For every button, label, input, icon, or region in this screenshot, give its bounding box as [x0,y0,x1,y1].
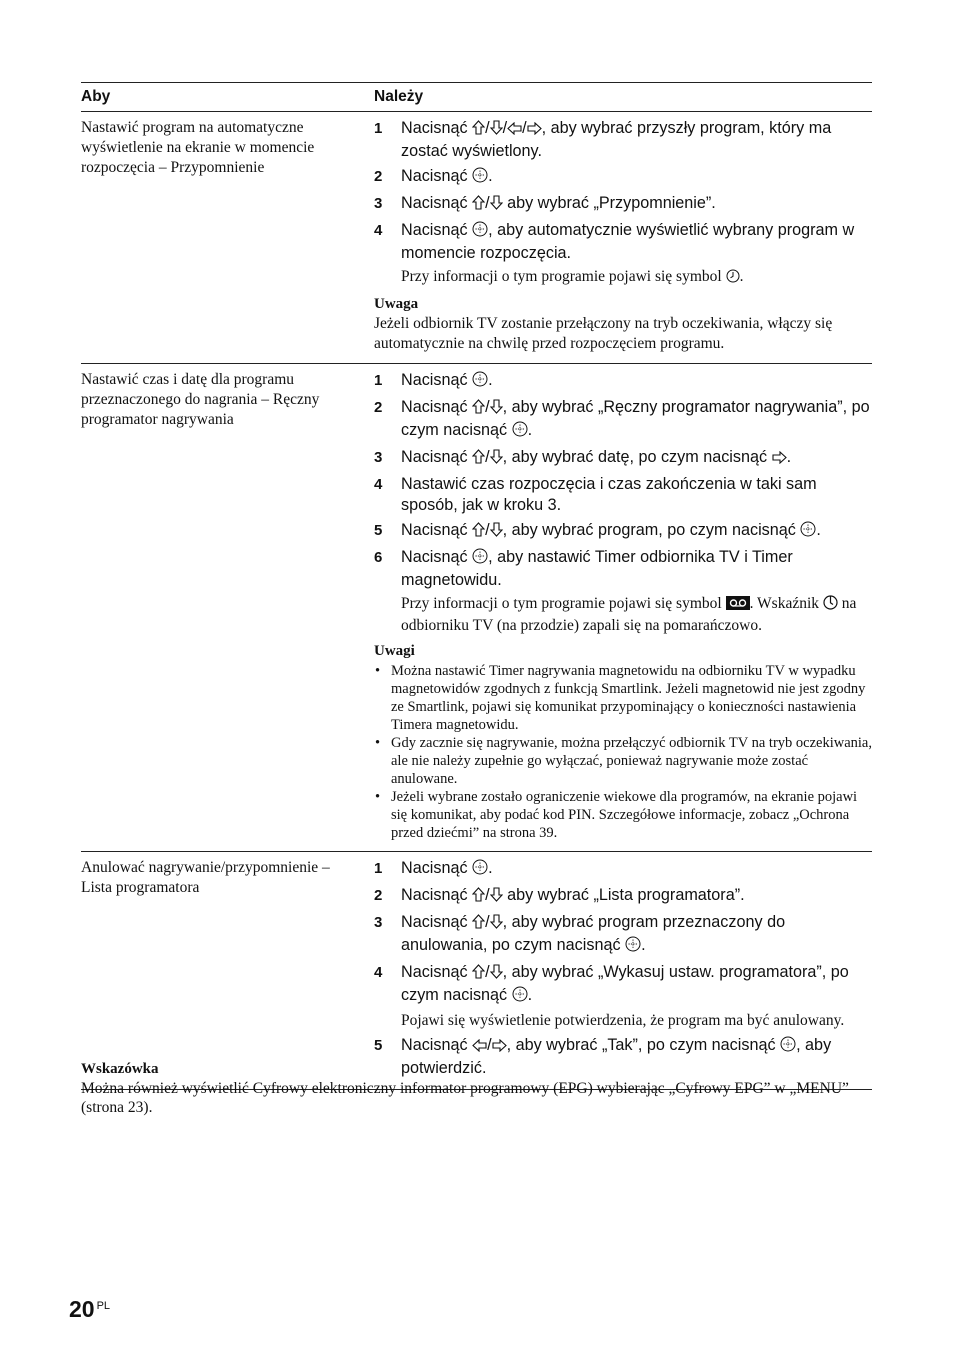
task-description: Nastawić program na automatyczne wyświetlenie na ekranie w momencie rozpoczęcia – Przypomnienie [81,119,315,176]
page-footer [69,1296,110,1323]
step-number: 1 [374,372,383,389]
step-text: Nacisnąć / , aby wybrać „Wykasuj ustaw. programatora”, po czym nacisnąć . [401,962,872,1008]
step-text: Nacisnąć . [401,370,872,393]
list-item [374,788,872,842]
down-arrow-icon [490,914,503,935]
down-arrow-icon [490,522,503,543]
step-text: Nacisnąć / / / , aby wybrać przyszły program, który ma zostać wyświetlony. [401,119,832,160]
step-item [374,166,872,189]
up-arrow-icon [472,195,485,216]
table-row [81,852,872,1090]
note-item-text: Jeżeli wybrane zostało ograniczenie wiekowe dla programów, na ekranie pojawi się komunikat, aby podać kod PIN. Szczegółowe informacje, zobacz „Ochrona przed dziećmi” na strona 39. [391,789,858,841]
down-arrow-icon [490,964,503,985]
step-info: Pojawi się wyświetlenie potwierdzenia, że program ma być anulowany. [401,1012,845,1029]
step-item [374,397,872,443]
step-item [374,912,872,958]
up-arrow-icon [472,887,485,908]
ok-button-icon [780,1036,796,1058]
up-arrow-icon [472,449,485,470]
right-arrow-icon [527,120,542,141]
up-arrow-icon [472,964,485,985]
step-item [374,885,872,908]
step-info: Przy informacji o tym programie pojawi się symbol . [401,267,872,289]
step-item [374,547,872,591]
step-item [374,474,872,516]
left-arrow-icon [472,1037,487,1058]
up-arrow-icon [472,914,485,935]
step-text: Nacisnąć , aby nastawić Timer odbiornika TV i Timer magnetowidu. [401,548,793,589]
step-text: Nacisnąć . [401,166,872,189]
ok-button-icon [625,936,641,958]
step-number: 5 [374,522,383,539]
down-arrow-icon [490,195,503,216]
step-item [374,962,872,1008]
ok-button-icon [472,548,488,570]
steps-cell [374,852,872,1089]
step-item [374,447,872,470]
down-arrow-icon [490,449,503,470]
down-arrow-icon [490,120,503,141]
note-item-text: Gdy zacznie się nagrywanie, można przełączyć odbiornik TV na tryb oczekiwania, ale nie należy zupełnie go wyłączać, ponieważ nagrywanie może zostać anulowane. [391,735,872,787]
ok-button-icon [472,221,488,243]
table-row [81,364,872,852]
task-description: Anulować nagrywanie/przypomnienie – Lista programatora [81,859,330,896]
step-item [374,220,872,264]
step-text: Nacisnąć / , aby wybrać program, po czym nacisnąć . [401,520,872,543]
step-item [374,858,872,881]
bullet-icon: • [375,735,381,751]
step-number: 3 [374,195,383,212]
step-number: 1 [374,860,383,877]
step-item [374,520,872,543]
step-item [374,370,872,393]
step-number: 2 [374,399,383,416]
list-item [374,662,872,734]
up-arrow-icon [472,522,485,543]
notes-list [374,662,872,842]
bullet-icon: • [375,789,381,805]
step-item [374,118,872,162]
table-header [81,83,872,112]
bullet-icon: • [375,663,381,679]
clock-icon [726,269,740,289]
step-number: 4 [374,222,383,239]
language-code: PL [96,1300,111,1312]
ok-button-icon [472,167,488,189]
page-number: 20 [69,1296,95,1322]
ok-button-icon [472,859,488,881]
step-text: Nacisnąć / , aby wybrać „Ręczny programator nagrywania”, po czym nacisnąć . [401,397,872,443]
step-text: Nacisnąć . [401,858,872,881]
note-item-text: Można nastawić Timer nagrywania magnetowidu na odbiorniku TV w wypadku magnetowidów zgodnych z funkcją Smartlink. Jeżeli magnetowid nie jest zgodny ze Smartlink, pojawi się komunikat przypominający o konieczności nastawienia Timera magnetowidu. [391,663,866,733]
down-arrow-icon [490,887,503,908]
tip-title: Wskazówka [81,1061,159,1077]
steps-cell [374,364,872,851]
ok-button-icon [512,421,528,443]
step-number: 2 [374,887,383,904]
list-item [374,734,872,788]
tip-section [81,1060,872,1117]
header-col-aby: Aby [81,88,111,105]
step-number: 4 [374,476,383,493]
right-arrow-icon [492,1037,507,1058]
left-arrow-icon [507,120,522,141]
step-text: Nacisnąć / , aby wybrać datę, po czym nacisnąć . [401,447,872,470]
step-text: Nacisnąć / , aby wybrać „Tak”, po czym nacisnąć , aby potwierdzić. [401,1036,832,1077]
ok-button-icon [800,521,816,543]
timer-indicator-icon [823,594,838,616]
step-text: Nacisnąć / aby wybrać „Przypomnienie”. [401,193,872,216]
instructions-table [81,82,872,1090]
step-number: 4 [374,964,383,981]
step-number: 1 [374,120,383,137]
table-body [81,112,872,1090]
step-number: 3 [374,914,383,931]
step-info: Przy informacji o tym programie pojawi się symbol . Wskaźnik na odbiorniku TV (na przodzie) zapali się na pomarańczowo. [401,595,857,634]
step-text: Nacisnąć / aby wybrać „Lista programatora”. [401,885,872,908]
up-arrow-icon [472,120,485,141]
step-number: 2 [374,168,383,185]
ok-button-icon [472,371,488,393]
up-arrow-icon [472,399,485,420]
vcr-cassette-icon [726,596,750,616]
ok-button-icon [512,986,528,1008]
step-text: Nacisnąć / , aby wybrać program przeznaczony do anulowania, po czym nacisnąć . [401,912,872,958]
step-item [374,193,872,216]
down-arrow-icon [490,399,503,420]
step-number: 6 [374,549,383,566]
note-title: Uwaga [374,296,419,312]
header-col-nalezy: Należy [374,88,424,105]
note-text: Jeżeli odbiornik TV zostanie przełączony na tryb oczekiwania, włączy się automatycznie na chwilę przed rozpoczęciem programu. [374,315,833,352]
task-description: Nastawić czas i datę dla programu przeznaczonego do nagrania – Ręczny programator nagrywania [81,371,320,428]
step-text: Nacisnąć , aby automatycznie wyświetlić wybrany program w momencie rozpoczęcia. [401,221,855,262]
step-text: Nastawić czas rozpoczęcia i czas zakończenia w taki sam sposób, jak w kroku 3. [401,475,817,514]
step-number: 3 [374,449,383,466]
right-arrow-icon [772,449,787,470]
steps-cell [374,112,872,363]
step-number: 5 [374,1037,383,1054]
notes-title: Uwagi [374,643,415,659]
tip-text: Można również wyświetlić Cyfrowy elektroniczny informator programowy (EPG) wybierając „Cyfrowy EPG” w „MENU” (strona 23). [81,1080,849,1116]
table-row [81,112,872,364]
